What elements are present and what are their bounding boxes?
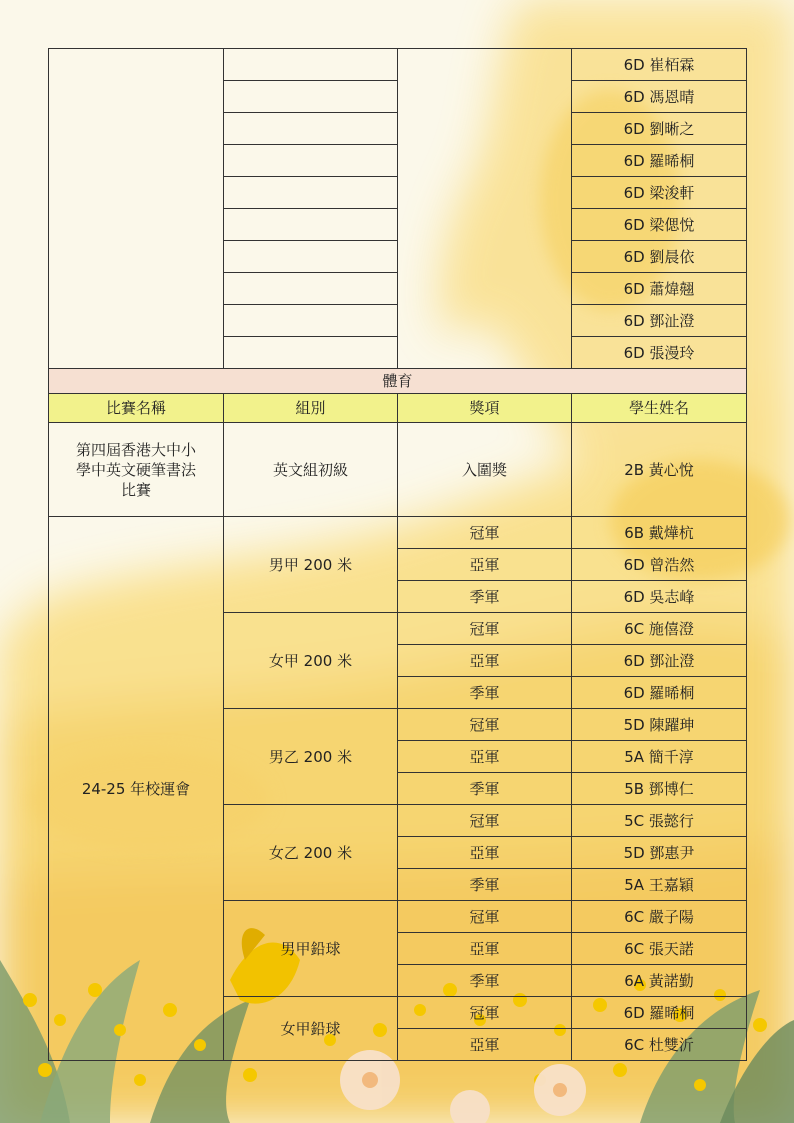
- student-cell: 6D 劉晰之: [572, 113, 747, 145]
- section-title: 體育: [49, 369, 747, 394]
- group-cell: 女乙 200 米: [224, 805, 398, 901]
- student-cell: 6D 劉晨依: [572, 241, 747, 273]
- table-row: [49, 517, 747, 549]
- group-cell: [224, 145, 398, 177]
- student-cell: 6D 曾浩然: [572, 549, 747, 581]
- student-cell: 6B 戴燁杭: [572, 517, 747, 549]
- award-cell: 亞軍: [398, 741, 572, 773]
- group-cell: 男甲 200 米: [224, 517, 398, 613]
- student-cell: 6D 梁偲悅: [572, 209, 747, 241]
- student-cell: 6D 吳志峰: [572, 581, 747, 613]
- award-cell: 亞軍: [398, 1029, 572, 1061]
- group-cell: [224, 241, 398, 273]
- competition-line: 學中英文硬筆書法: [75, 460, 196, 479]
- award-cell: 亞軍: [398, 933, 572, 965]
- award-cell: 冠軍: [398, 517, 572, 549]
- competition-cell: 24-25 年校運會: [49, 517, 224, 1061]
- award-cell: 季軍: [398, 965, 572, 997]
- student-cell: 6D 羅晞桐: [572, 997, 747, 1029]
- header-row: [49, 394, 747, 423]
- student-cell: 2B 黃心悅: [572, 423, 747, 517]
- competition-cell: [49, 49, 224, 369]
- award-cell: 季軍: [398, 677, 572, 709]
- header-group: 組別: [224, 394, 398, 423]
- table-row: [49, 49, 747, 81]
- student-cell: 6C 嚴子陽: [572, 901, 747, 933]
- student-cell: 5A 簡千淳: [572, 741, 747, 773]
- student-cell: 5D 鄧惠尹: [572, 837, 747, 869]
- group-cell: [224, 49, 398, 81]
- student-cell: 6C 施僖澄: [572, 613, 747, 645]
- student-cell: 6D 羅晞桐: [572, 677, 747, 709]
- student-cell: 6C 張天諾: [572, 933, 747, 965]
- student-cell: 6D 崔栢霖: [572, 49, 747, 81]
- student-cell: 6D 鄧沚澄: [572, 645, 747, 677]
- group-cell: [224, 305, 398, 337]
- header-competition: 比賽名稱: [49, 394, 224, 423]
- student-cell: 6D 張漫玲: [572, 337, 747, 369]
- group-cell: [224, 209, 398, 241]
- group-cell: 男乙 200 米: [224, 709, 398, 805]
- student-cell: 5A 王嘉穎: [572, 869, 747, 901]
- group-cell: [224, 273, 398, 305]
- group-cell: [224, 81, 398, 113]
- award-cell: 入圍獎: [398, 423, 572, 517]
- student-cell: 6D 鄧沚澄: [572, 305, 747, 337]
- student-cell: 5D 陳躍珅: [572, 709, 747, 741]
- student-cell: 6D 羅晞桐: [572, 145, 747, 177]
- group-cell: 女甲鉛球: [224, 997, 398, 1061]
- competition-line: 比賽: [120, 480, 151, 499]
- group-cell: [224, 113, 398, 145]
- student-cell: 6A 黃諾勤: [572, 965, 747, 997]
- student-cell: 6D 馮恩晴: [572, 81, 747, 113]
- award-cell: [398, 49, 572, 369]
- award-cell: 季軍: [398, 581, 572, 613]
- student-cell: 6C 杜雙沂: [572, 1029, 747, 1061]
- group-cell: [224, 177, 398, 209]
- student-cell: 5B 鄧博仁: [572, 773, 747, 805]
- student-cell: 6D 梁浚軒: [572, 177, 747, 209]
- header-award: 獎項: [398, 394, 572, 423]
- section-row: [49, 369, 747, 394]
- award-cell: 季軍: [398, 869, 572, 901]
- group-cell: 女甲 200 米: [224, 613, 398, 709]
- competition-cell: [49, 423, 224, 517]
- award-cell: 冠軍: [398, 997, 572, 1029]
- award-cell: 亞軍: [398, 837, 572, 869]
- award-cell: 冠軍: [398, 901, 572, 933]
- group-cell: 男甲鉛球: [224, 901, 398, 997]
- award-cell: 季軍: [398, 773, 572, 805]
- student-cell: 6D 蕭煒翹: [572, 273, 747, 305]
- group-cell: 英文組初級: [224, 423, 398, 517]
- student-cell: 5C 張懿行: [572, 805, 747, 837]
- header-student: 學生姓名: [572, 394, 747, 423]
- award-cell: 冠軍: [398, 709, 572, 741]
- table-row: [49, 423, 747, 517]
- award-cell: 亞軍: [398, 549, 572, 581]
- award-cell: 亞軍: [398, 645, 572, 677]
- award-cell: 冠軍: [398, 613, 572, 645]
- competition-line: 第四屆香港大中小: [75, 440, 196, 459]
- award-cell: 冠軍: [398, 805, 572, 837]
- group-cell: [224, 337, 398, 369]
- awards-table: [48, 48, 747, 1061]
